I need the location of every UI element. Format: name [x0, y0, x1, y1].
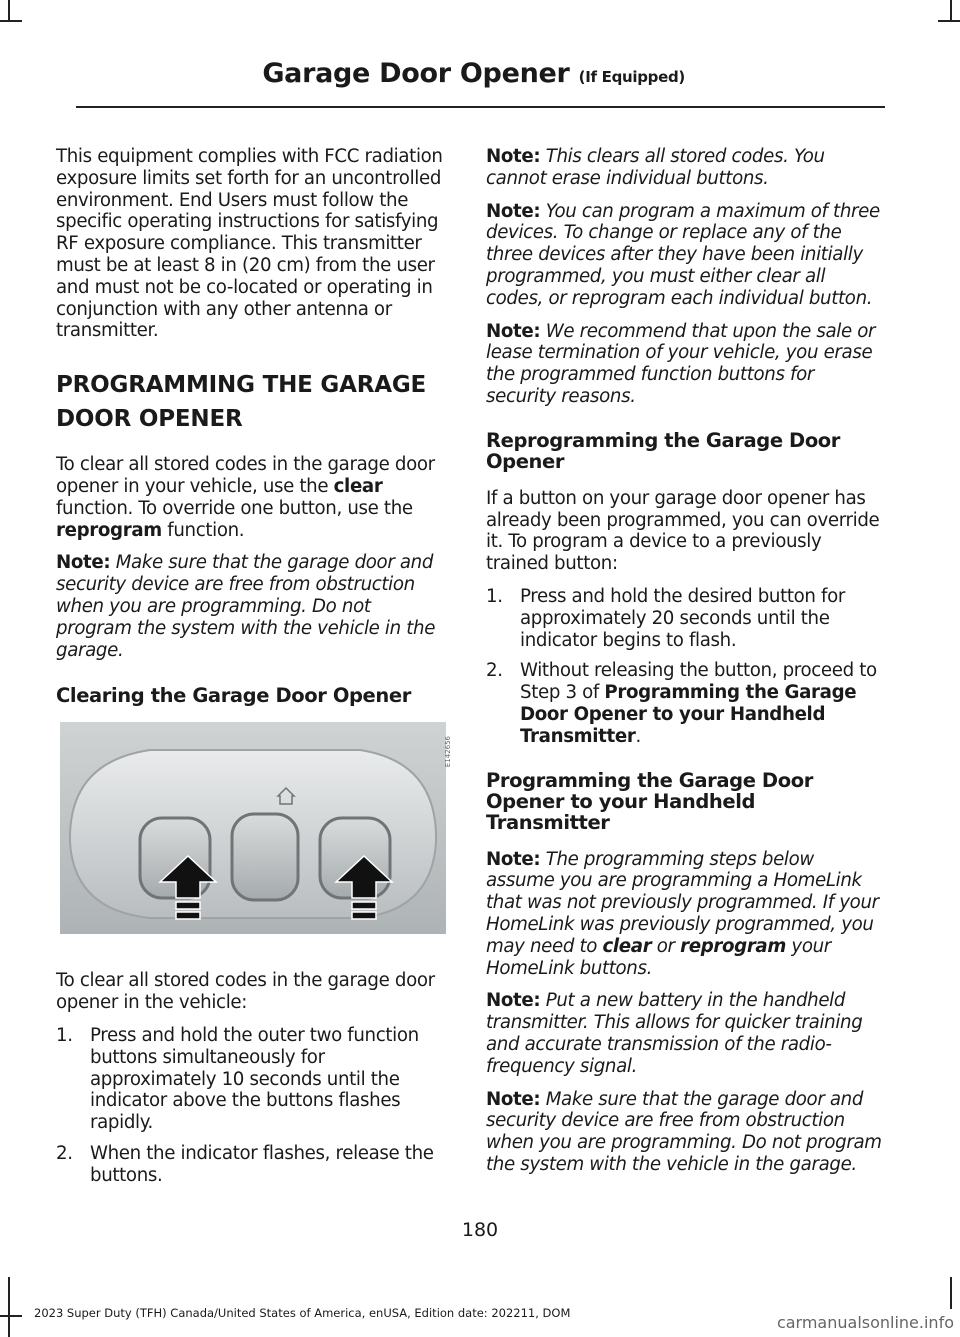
crop-mark — [950, 0, 952, 22]
list-item: 2. Without releasing the button, proceed to Step 3 of Programming the Garage Door Opener to your Handheld Transmitter. — [486, 660, 877, 747]
reprogramming-heading: Reprogramming the Garage Door Opener — [486, 428, 841, 473]
note-max-devices: Note: You can program a maximum of three devices. To change or replace any of the three devices after they have been initially programmed, you must either clear all codes, or reprogram each individual button. — [486, 200, 880, 309]
crop-mark — [8, 0, 10, 22]
clear-steps — [56, 1025, 448, 1187]
cross-reference-link[interactable]: Programming the Garage Door Opener to your Handheld Transmitter — [520, 682, 857, 747]
left-column — [56, 146, 452, 1197]
fcc-paragraph: This equipment complies with FCC radiation exposure limits set forth for an uncontrolled environment. End Users must follow the specific operating instructions for satisfying RF exposure compliance. This transmitter must be at least 8 in (20 cm) from the user and must not be co-located or operating in conjunction with any other antenna or transmitter. — [56, 146, 443, 342]
note-security: Note: We recommend that upon the sale or lease termination of your vehicle, you erase the programmed function buttons for security reasons. — [486, 320, 876, 407]
reprogramming-steps — [486, 586, 882, 748]
handheld-heading: Programming the Garage Door Opener to your Handheld Transmitter — [486, 768, 813, 834]
list-item: 1. Press and hold the outer two function buttons simultaneously for approximately 10 seconds until the indicator above the buttons flashes rapidly. — [56, 1024, 419, 1134]
homelink-buttons-image — [60, 722, 446, 934]
intro-paragraph: To clear all stored codes in the garage door opener in your vehicle, use the clear function. To override one button, use the reprogram function. — [56, 454, 435, 541]
crop-mark — [8, 1277, 10, 1337]
page-header-title: Garage Door Opener (If Equipped) — [262, 58, 685, 89]
list-item: 2. When the indicator flashes, release the buttons. — [56, 1142, 434, 1186]
note-obstruction: Note: Make sure that the garage door and security device are free from obstruction when you are programming. Do not program the system with the vehicle in the garage. — [56, 552, 436, 661]
clear-intro: To clear all stored codes in the garage door opener in the vehicle: — [56, 970, 435, 1014]
note-obstruction-right: Note: Make sure that the garage door and security device are free from obstruction when you are programming. Do not program the system with the vehicle in the garage. — [486, 1088, 882, 1175]
list-item: 1. Press and hold the desired button for approximately 20 seconds until the indicator begins to flash. — [486, 585, 845, 651]
reprogramming-intro: If a button on your garage door opener has already been programmed, you can override it. To program a device to a previously trained button: — [486, 487, 880, 575]
footer-edition: 2023 Super Duty (TFH) Canada/United States of America, enUSA, Edition date: 202211, DOM — [34, 1306, 571, 1320]
figure-id: E142656 — [444, 736, 452, 768]
page-number: 180 — [461, 1219, 499, 1241]
crop-mark — [938, 20, 960, 22]
note-battery: Note: Put a new battery in the handheld transmitter. This allows for quicker training and accurate transmission of the radio-frequency signal. — [486, 990, 863, 1077]
header-title-suffix: (If Equipped) — [578, 68, 685, 86]
section-heading: PROGRAMMING THE GARAGE DOOR OPENER — [56, 372, 427, 433]
crop-mark — [0, 1315, 22, 1317]
crop-mark — [0, 20, 22, 22]
note-homelink: Note: The programming steps below assume you are programming a HomeLink that was not previously programmed. If your HomeLink was previously programmed, you may need to clear or reprogram your HomeLink buttons. — [486, 848, 879, 979]
homelink-buttons-illustration — [60, 722, 452, 934]
watermark: carmanualsonline.info — [700, 1309, 960, 1337]
clearing-heading: Clearing the Garage Door Opener — [56, 684, 411, 708]
right-column — [486, 146, 882, 1187]
header-divider — [76, 106, 885, 108]
note-clears-all: Note: This clears all stored codes. You cannot erase individual buttons. — [486, 146, 825, 189]
